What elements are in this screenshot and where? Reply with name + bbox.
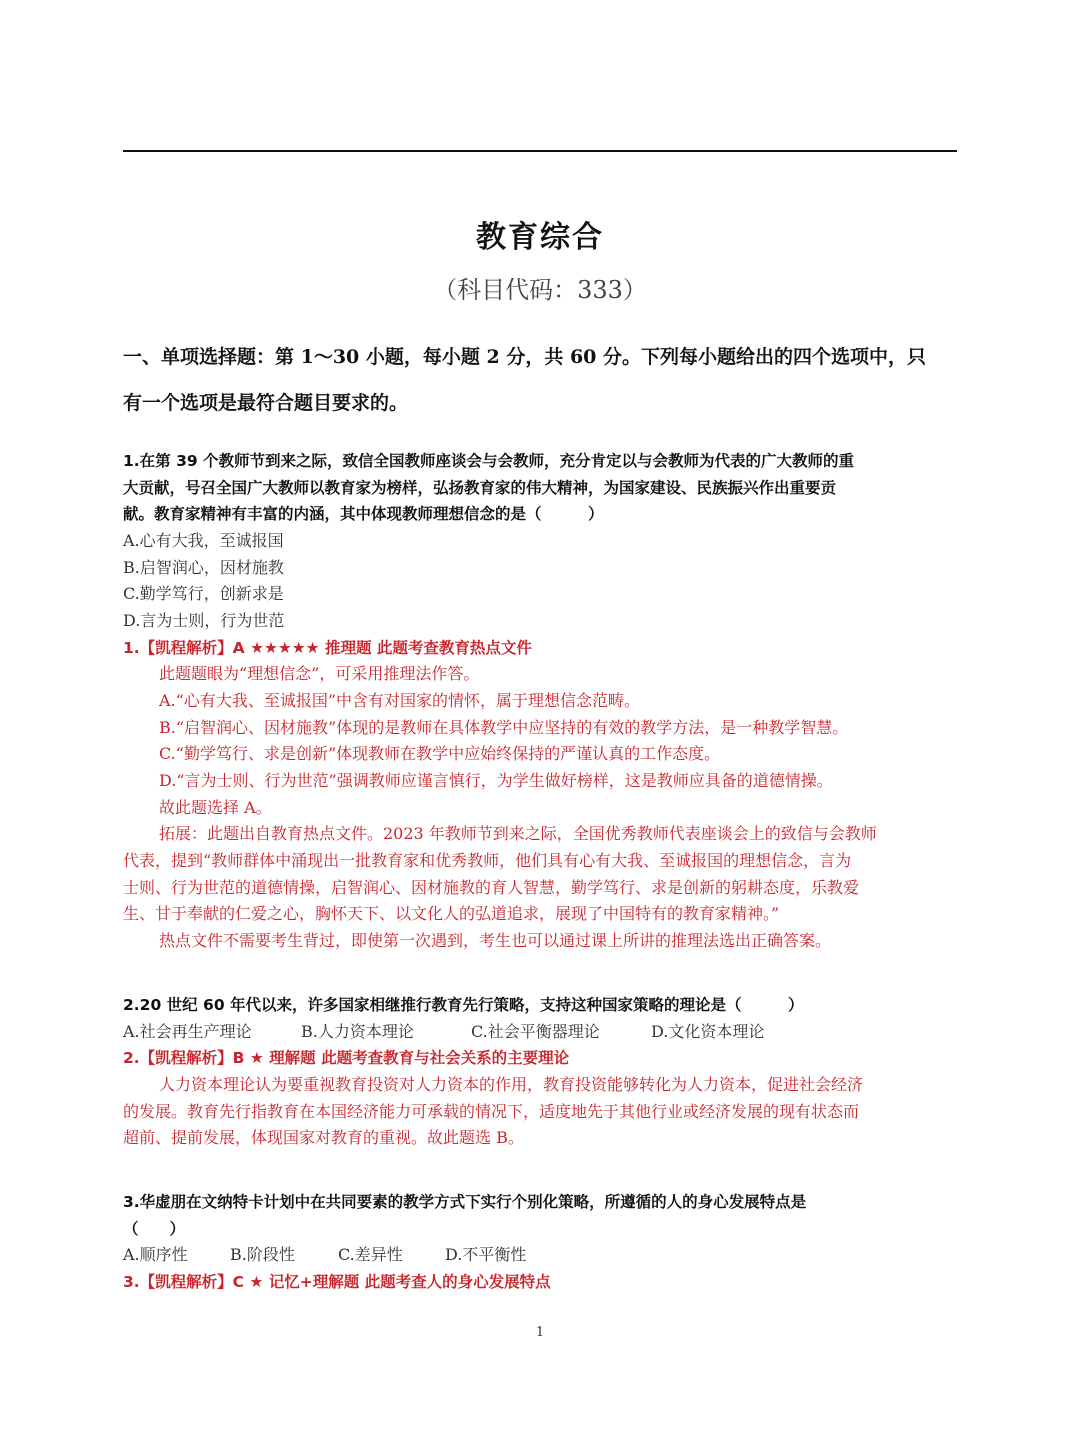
q1-extension-line-3: 士则、行为世范的道德情操，启智润心、因材施教的育人智慧，勤学笃行、求是创新的躬耕态度，乐教爱 (123, 878, 860, 897)
q2-options (123, 1021, 957, 1043)
q1-stem-line-3: 献。教育家精神有丰富的内涵，其中体现教师理想信念的是（ ） (123, 505, 604, 523)
q2-analysis-line-1: 人力资本理论认为要重视教育投资对人力资本的作用，教育投资能够转化为人力资本，促进社会经济 (159, 1075, 864, 1094)
q1-analysis-line: 故此题选择 A。 (159, 798, 272, 817)
q2-analysis-line-3: 超前、提前发展，体现国家对教育的重视。故此题选 B。 (123, 1128, 524, 1147)
q3-option-c: C.差异性 (338, 1245, 403, 1264)
q1-option-a: A.心有大我，至诚报国 (123, 531, 284, 550)
section-heading-line-1: 一、单项选择题：第 1～30 小题，每小题 2 分，共 60 分。下列每小题给出的四个选项中，只 (123, 346, 927, 368)
page-title: 教育综合 (476, 220, 604, 255)
q1-stem-line-1: 1.在第 39 个教师节到来之际，致信全国教师座谈会与会教师，充分肯定以与会教师为代表的广大教师的重 (123, 452, 855, 470)
subject-code: （科目代码：333） (433, 276, 647, 304)
q1-analysis-line: A.“心有大我、至诚报国”中含有对国家的情怀，属于理想信念范畴。 (159, 691, 641, 710)
q1-option-c: C.勤学笃行，创新求是 (123, 584, 284, 603)
q1-extension-line-4: 生、甘于奉献的仁爱之心，胸怀天下、以文化人的弘道追求，展现了中国特有的教育家精神。” (123, 904, 780, 923)
q2-stem: 2.20 世纪 60 年代以来，许多国家相继推行教育先行策略，支持这种国家策略的理论是（ ） (123, 996, 804, 1014)
q3-stem-line-2: （ ） (123, 1220, 186, 1238)
q1-option-d: D.言为士则，行为世范 (123, 611, 285, 630)
q1-note: 热点文件不需要考生背过，即使第一次遇到，考生也可以通过课上所讲的推理法选出正确答案。 (159, 931, 832, 950)
q1-extension-line-2: 代表，提到“教师群体中涌现出一批教育家和优秀教师，他们具有心有大我、至诚报国的理想信念，言为 (123, 851, 852, 870)
q1-option-b: B.启智润心，因材施教 (123, 558, 284, 577)
q1-analysis-line: C.“勤学笃行、求是创新”体现教师在教学中应始终保持的严谨认真的工作态度。 (159, 744, 721, 763)
q2-analysis-line-2: 的发展。教育先行指教育在本国经济能力可承载的情况下，适度地先于其他行业或经济发展的现有状态而 (123, 1102, 860, 1121)
q1-analysis-line: 此题题眼为“理想信念”，可采用推理法作答。 (159, 664, 480, 683)
q1-extension-line-1: 拓展：此题出自教育热点文件。2023 年教师节到来之际，全国优秀教师代表座谈会上的致信与会教师 (159, 824, 877, 843)
q3-options (123, 1244, 957, 1266)
page-number: 1 (535, 1325, 545, 1340)
q3-option-d: D.不平衡性 (445, 1245, 527, 1264)
q1-analysis-line: D.“言为士则、行为世范”强调教师应谨言慎行，为学生做好榜样，这是教师应具备的道德情操。 (159, 771, 833, 790)
header-rule (123, 150, 957, 152)
q1-stem-line-2: 大贡献，号召全国广大教师以教育家为榜样，弘扬教育家的伟大精神，为国家建设、民族振兴作出重要贡 (123, 479, 837, 497)
q2-option-d: D.文化资本理论 (651, 1022, 765, 1041)
q2-analysis-heading: 2.【凯程解析】B ★ 理解题 此题考查教育与社会关系的主要理论 (123, 1049, 570, 1067)
q3-option-a: A.顺序性 (123, 1245, 188, 1264)
q1-analysis-heading: 1.【凯程解析】A ★★★★★ 推理题 此题考查教育热点文件 (123, 639, 532, 657)
q2-option-b: B.人力资本理论 (301, 1022, 414, 1041)
q3-option-b: B.阶段性 (230, 1245, 295, 1264)
q2-option-c: C.社会平衡器理论 (471, 1022, 600, 1041)
q3-analysis-heading: 3.【凯程解析】C ★ 记忆+理解题 此题考查人的身心发展特点 (123, 1273, 551, 1291)
section-heading-line-2: 有一个选项是最符合题目要求的。 (123, 392, 409, 414)
q3-stem-line-1: 3.华虚朋在文纳特卡计划中在共同要素的教学方式下实行个别化策略，所遵循的人的身心发展特点是 (123, 1193, 807, 1211)
q2-option-a: A.社会再生产理论 (123, 1022, 252, 1041)
q1-analysis-line: B.“启智润心、因材施教”体现的是教师在具体教学中应坚持的有效的教学方法，是一种教学智慧。 (159, 718, 849, 737)
